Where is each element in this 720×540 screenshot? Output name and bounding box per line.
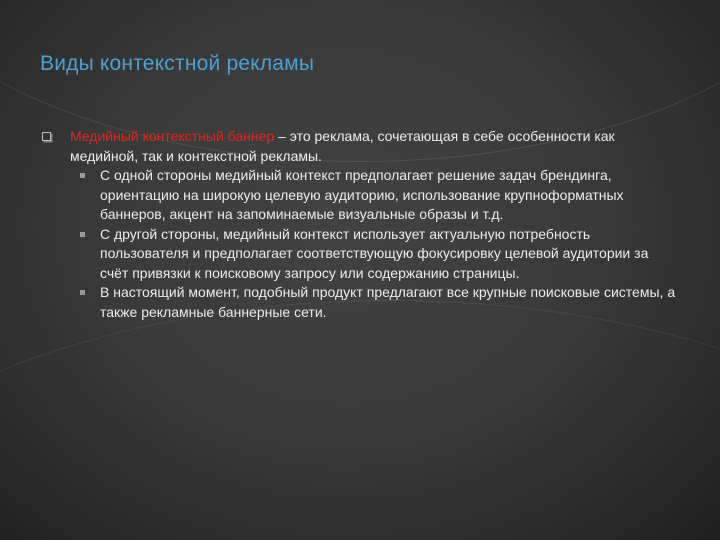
slide-body [40,127,680,322]
square-bullet-icon [42,132,51,141]
sub-item-text: С одной стороны медийный контекст предполагает решение задач брендинга, ориентацию на широкую целевую аудиторию, использование крупноформатных баннеров, акцент на запоминаемые визуальные образы и т.д. [100,167,624,222]
small-square-bullet-icon [80,232,85,237]
sub-bullet-item [40,225,680,284]
sub-bullet-item [40,283,680,322]
main-bullet-item [40,127,680,166]
sub-item-text: В настоящий момент, подобный продукт предлагают все крупные поисковые системы, а также рекламные баннерные сети. [100,284,676,320]
highlight-term: Медийный контекстный баннер [70,128,275,144]
small-square-bullet-icon [80,290,85,295]
slide-title: Виды контекстной рекламы [40,52,315,75]
small-square-bullet-icon [80,173,85,178]
main-item-text: – это реклама, сочетающая в себе особенности как медийной, так и контекстной рекламы. [70,128,615,164]
sub-item-text: С другой стороны, медийный контекст использует актуальную потребность пользователя и предполагает соответствующую фокусировку целевой аудитории за счёт привязки к поисковому запросу или содержанию страницы. [100,225,649,281]
decorative-arc-bottom [0,300,720,540]
sub-bullet-item [40,166,680,225]
